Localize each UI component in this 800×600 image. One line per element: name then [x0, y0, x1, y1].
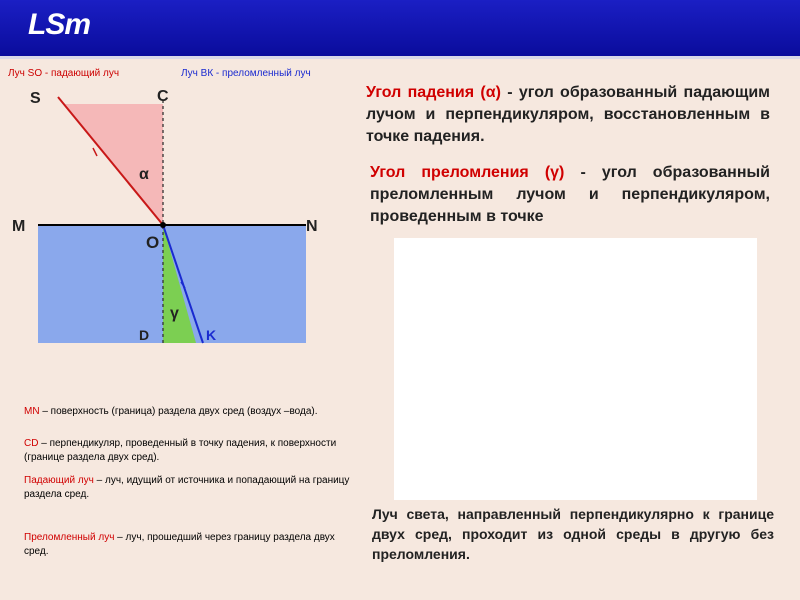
label-k: K: [206, 327, 217, 343]
definition-refracted-key: Преломленный луч: [24, 532, 115, 543]
logo: LSm: [28, 8, 91, 41]
incidence-point: [160, 222, 166, 228]
incidence-angle-term: Угол падения (α): [366, 84, 501, 101]
refraction-angle-text: - угол образованный преломленным лучом и перпендикуляром, проведенным в точке: [370, 164, 770, 225]
definition-incident-text: – луч, идущий от источника и попадающий на границу раздела сред.: [24, 475, 350, 500]
blank-image-area: [394, 238, 757, 500]
angle-alpha-label: α: [139, 166, 149, 183]
label-o: O: [146, 233, 160, 252]
label-n: N: [306, 218, 318, 235]
definition-mn-text: – поверхность (граница) раздела двух сред (воздух –вода).: [39, 406, 318, 417]
definition-incident-key: Падающий луч: [24, 475, 94, 486]
definition-cd: [24, 437, 354, 465]
label-m: M: [12, 218, 26, 235]
definition-mn: [24, 405, 354, 419]
definition-refracted-ray: [24, 531, 354, 559]
label-s: S: [30, 90, 41, 107]
label-c: C: [157, 88, 169, 105]
definition-refracted-text: – луч, прошедший через границу раздела двух сред.: [24, 532, 335, 557]
refraction-angle-definition: [370, 162, 770, 228]
angle-gamma-label: γ: [170, 305, 179, 322]
incident-arrow: [93, 148, 97, 156]
definition-mn-key: MN: [24, 406, 40, 417]
refracted-ray-caption: Луч ВК - преломленный луч: [181, 68, 311, 79]
definition-cd-text: – перпендикуляр, проведенный в точку падения, к поверхности (границе раздела двух сред).: [24, 438, 337, 463]
refraction-diagram: [0, 0, 360, 360]
incident-ray-caption: Луч SO - падающий луч: [8, 68, 120, 79]
label-d: D: [139, 327, 150, 343]
incidence-angle-definition: [366, 82, 770, 148]
definition-cd-key: CD: [24, 438, 39, 449]
definition-incident-ray: [24, 474, 354, 502]
incidence-angle-text: - угол образованный падающим лучом и перпендикуляром, восстановленным в точке падения.: [366, 84, 771, 145]
perpendicular-ray-note: Луч света, направленный перпендикулярно к границе двух сред, проходит из одной среды в другую без преломления.: [372, 506, 774, 562]
refraction-angle-term: Угол преломления (γ): [370, 164, 565, 181]
